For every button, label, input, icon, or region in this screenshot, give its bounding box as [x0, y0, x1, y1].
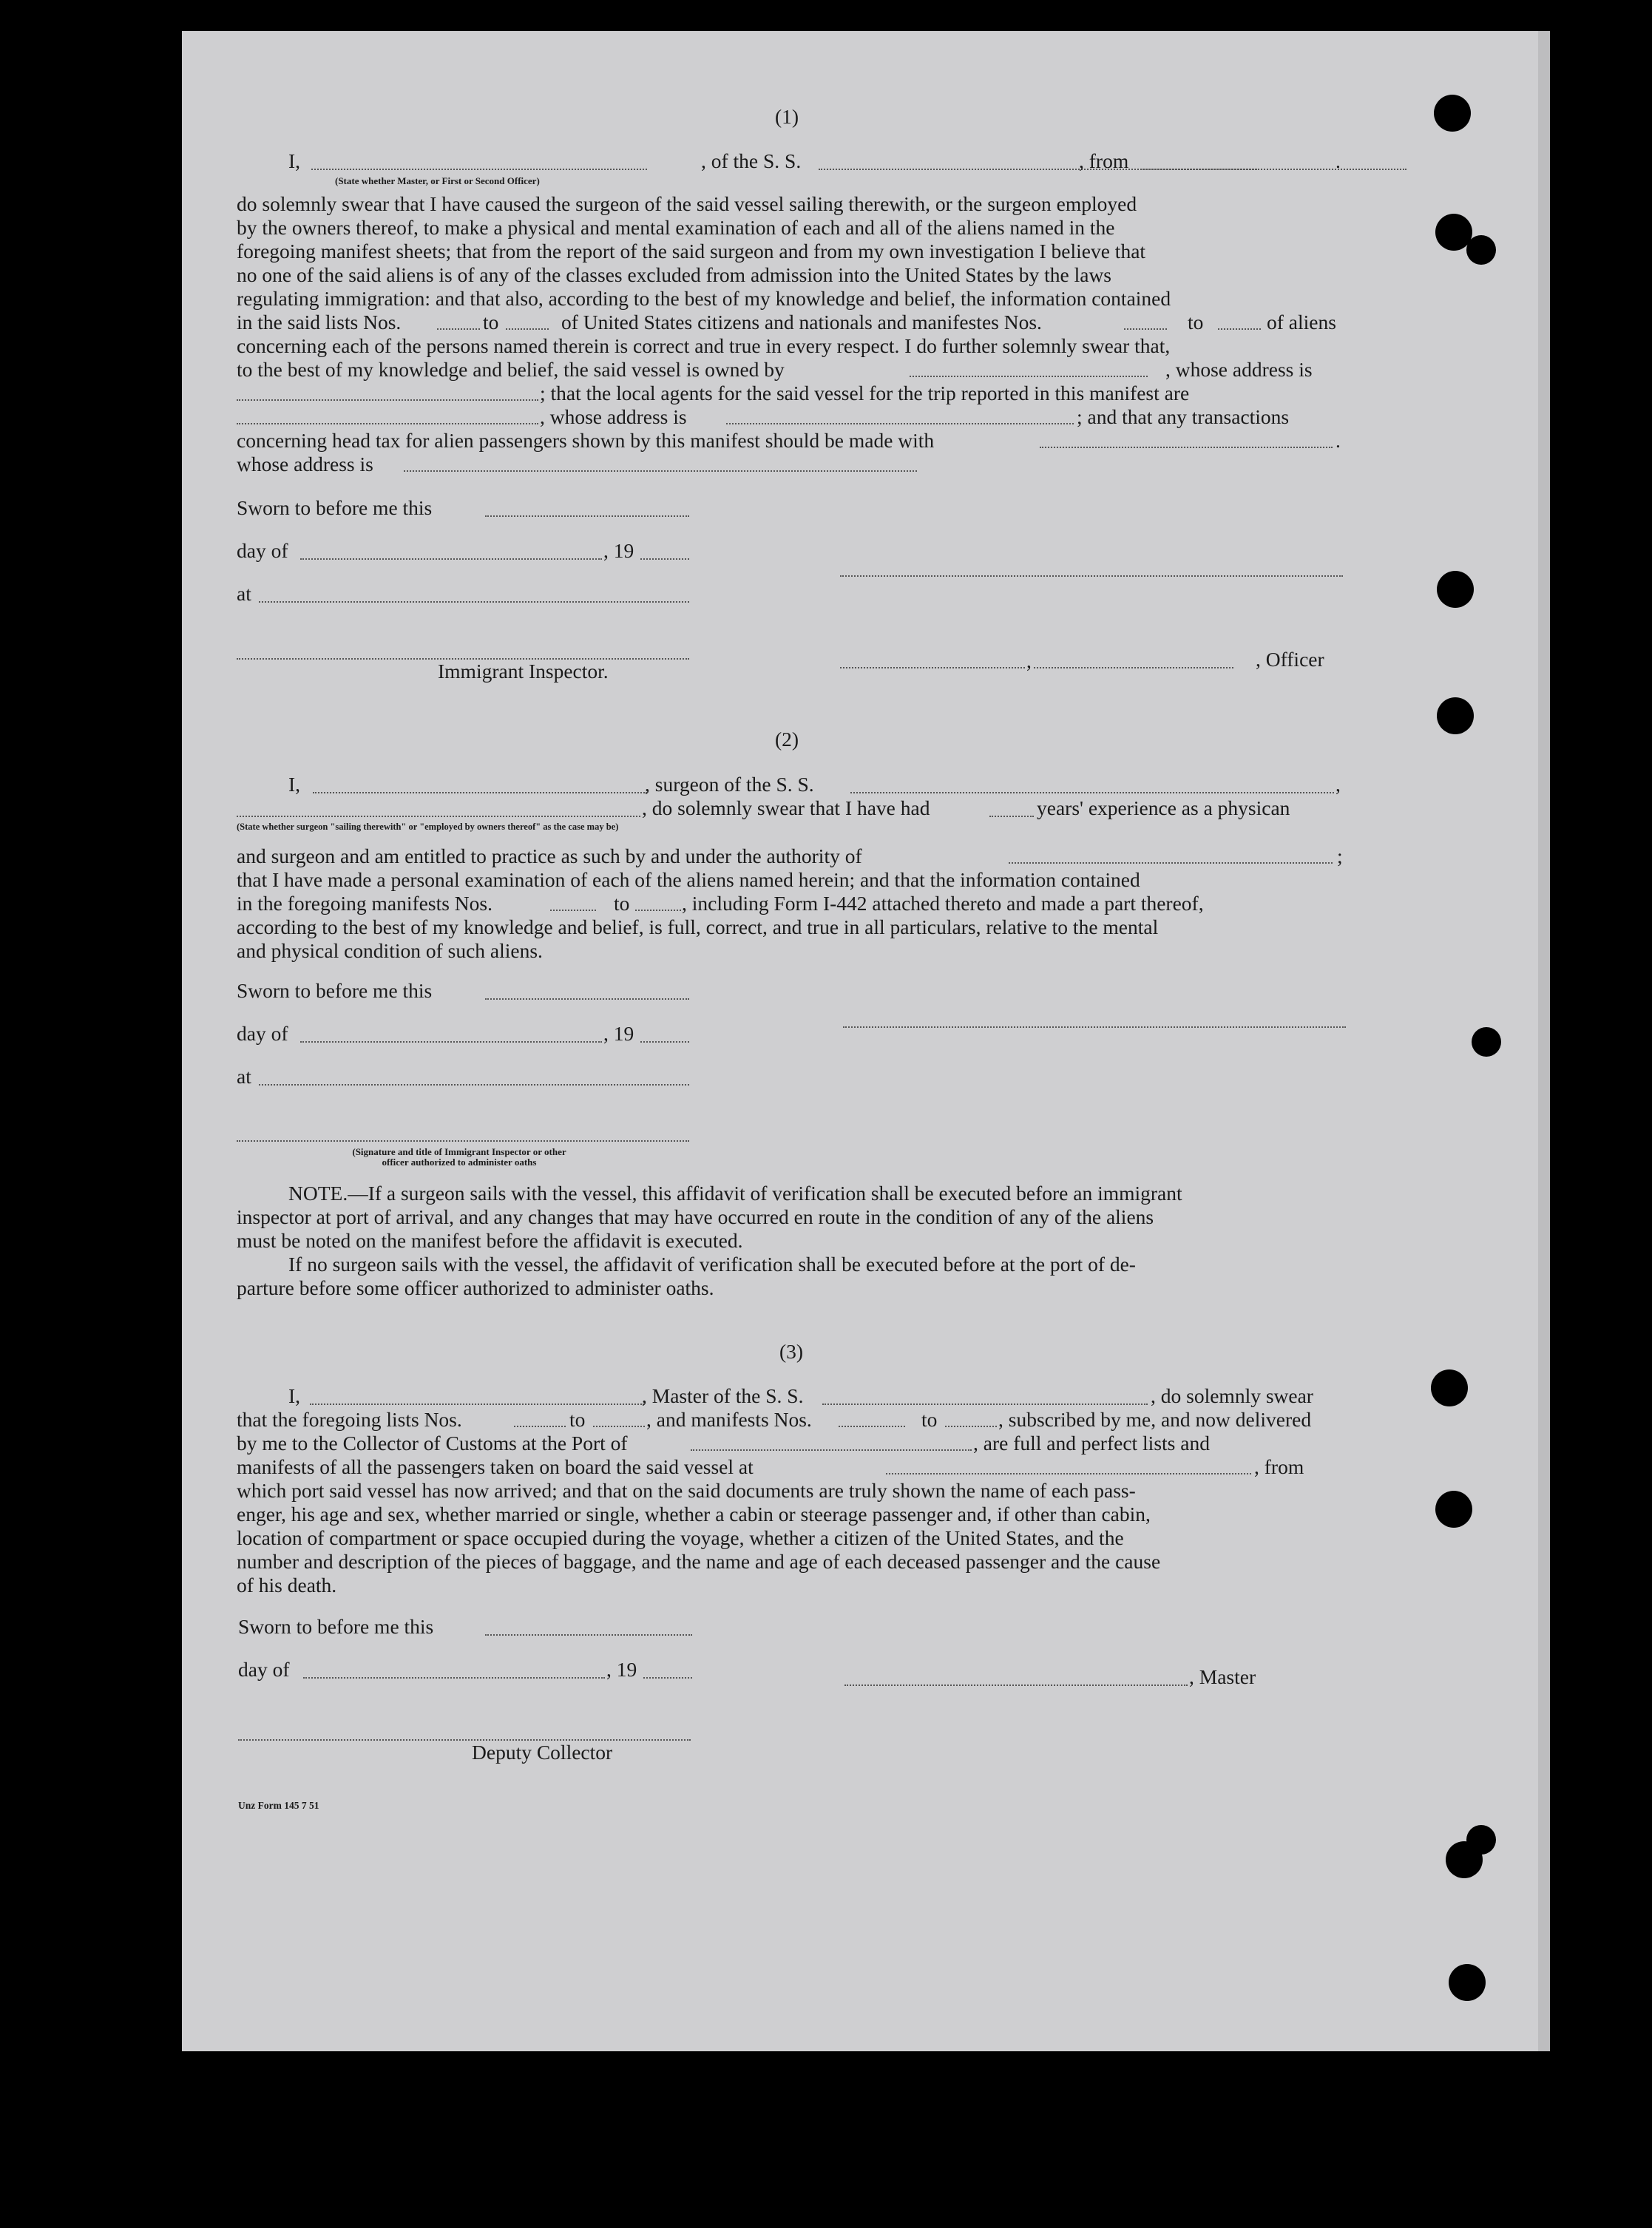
punch-hole [1435, 1491, 1472, 1528]
s1-year-label: , 19 [603, 539, 634, 562]
s2-year-field[interactable] [640, 1041, 689, 1043]
s1-sworn-field[interactable] [485, 515, 689, 517]
surgeon-name-field[interactable] [313, 792, 647, 793]
note-line-3: must be noted on the manifest before the affidavit is executed. [237, 1229, 743, 1252]
s3-list-from-field[interactable] [514, 1426, 566, 1427]
s2-para-4: that I have made a personal examination of each of the aliens named herein; and that the information contained [237, 868, 1140, 891]
s3-boarded-label: manifests of all the passengers taken on board the said vessel at [237, 1455, 754, 1478]
note-line-2: inspector at port of arrival, and any changes that may have occurred en route in the condition of any of the aliens [237, 1205, 1154, 1228]
s2-at-field[interactable] [259, 1084, 689, 1086]
s2-comma: , [1336, 773, 1341, 796]
s3-manifest-from-field[interactable] [839, 1426, 905, 1427]
s3-year-label: , 19 [606, 1658, 637, 1681]
local-agents-field[interactable] [237, 423, 538, 424]
s3-vessel-field[interactable] [822, 1403, 1148, 1405]
s2-signature-field[interactable] [843, 1026, 1346, 1028]
s2-note: (State whether surgeon "sailing therewith" or "employed by owners thereof" as the case may be) [237, 822, 619, 832]
s2-para-7: and physical condition of such aliens. [237, 939, 543, 962]
owner-address-field[interactable] [237, 399, 538, 401]
s2-to: to [614, 892, 630, 915]
s1-para-4: no one of the said aliens is of any of the classes excluded from admission into the United States by the laws [237, 263, 1112, 286]
punch-hole [1434, 95, 1471, 132]
punch-hole [1449, 1964, 1486, 2001]
port-from-field[interactable] [1140, 169, 1406, 170]
s3-para-3: location of compartment or space occupied during the voyage, whether a citizen of the United States, and the [237, 1526, 1124, 1549]
section-1-number: (1) [775, 105, 799, 128]
s2-day-field[interactable] [300, 1041, 602, 1043]
s2-manifests-label: in the foregoing manifests Nos. [237, 892, 492, 915]
owner-field[interactable] [910, 376, 1148, 377]
s2-swear-label: , do solemnly swear that I have had [642, 796, 930, 819]
s1-signature-field[interactable] [840, 575, 1343, 577]
s3-dayof-label: day of [238, 1658, 290, 1681]
s3-para-2: enger, his age and sex, whether married or single, whether a cabin or steerage passenger and, if other than cabin, [237, 1503, 1151, 1526]
punch-hole [1437, 697, 1474, 734]
punch-hole [1466, 235, 1496, 265]
note-line-1: NOTE.—If a surgeon sails with the vessel, this affidavit of verification shall be executed before an immigrant [288, 1182, 1182, 1205]
note-line-4: If no surgeon sails with the vessel, the affidavit of verification shall be executed before at the port of de- [288, 1253, 1136, 1276]
master-name-field[interactable] [310, 1403, 644, 1405]
headtax-address-field[interactable] [404, 470, 917, 472]
s1-agents-label: ; that the local agents for the said vessel for the trip reported in this manifest are [540, 382, 1190, 404]
section-3-number: (3) [779, 1340, 804, 1363]
s3-to: to [569, 1408, 586, 1431]
manifest-to-field[interactable] [1218, 328, 1261, 330]
s1-whose-address: whose address is [237, 453, 373, 475]
s1-dayof-label: day of [237, 539, 288, 562]
manifest-from-field[interactable] [1124, 328, 1167, 330]
form-number: Unz Form 145 7 51 [238, 1800, 319, 1811]
port-boarded-field[interactable] [886, 1473, 1251, 1474]
s2-manifest-from-field[interactable] [550, 910, 596, 911]
s3-port-label: by me to the Collector of Customs at the Port of [237, 1432, 628, 1455]
s1-comma: , [1026, 649, 1032, 672]
s1-para-5: regulating immigration: and that also, according to the best of my knowledge and belief, the information contained [237, 287, 1171, 310]
officer-title-field[interactable] [1034, 667, 1233, 668]
s2-sig-note-1: (Signature and title of Immigrant Inspector or other [352, 1146, 566, 1157]
s2-manifest-to-field[interactable] [635, 910, 681, 911]
s1-para-1: do solemnly swear that I have caused the surgeon of the said vessel sailing therewith, or the surgeon employed [237, 192, 1137, 215]
s2-para-6: according to the best of my knowledge and belief, is full, correct, and true in all particulars, relative to the mental [237, 915, 1159, 938]
punch-hole [1431, 1369, 1468, 1406]
s1-i: I, [288, 149, 301, 172]
s2-surgeon-label: , surgeon of the S. S. [645, 773, 814, 796]
s1-para-8: concerning each of the persons named therein is correct and true in every respect. I do further solemnly swear that, [237, 334, 1171, 357]
s2-year-label: , 19 [603, 1022, 634, 1045]
s1-period: . [1336, 149, 1341, 172]
s3-i: I, [288, 1384, 301, 1407]
s3-para-5: of his death. [237, 1574, 337, 1596]
section-2-number: (2) [775, 728, 799, 751]
s1-sworn-label: Sworn to before me this [237, 496, 433, 519]
s3-day-field[interactable] [303, 1677, 605, 1679]
s2-semicolon: ; [1337, 844, 1343, 867]
punch-hole [1437, 571, 1474, 608]
s3-manifest-to-field[interactable] [945, 1426, 997, 1427]
s3-master-sig-label: , Master [1189, 1665, 1256, 1688]
punch-hole [1472, 1027, 1501, 1057]
officer-name-field[interactable] [311, 169, 647, 170]
s3-lists-label: that the foregoing lists Nos. [237, 1408, 462, 1431]
note-line-5: parture before some officer authorized to administer oaths. [237, 1276, 714, 1299]
s3-swear-label: , do solemnly swear [1151, 1384, 1313, 1407]
deputy-collector-label: Deputy Collector [472, 1741, 613, 1764]
s1-to: to [483, 311, 499, 333]
s3-para-4: number and description of the pieces of baggage, and the name and age of each deceased passenger and the cause [237, 1550, 1161, 1573]
s1-owned-label: to the best of my knowledge and belief, the said vessel is owned by [237, 358, 785, 381]
s1-period-2: . [1336, 429, 1341, 452]
s3-para-1: which port said vessel has now arrived; and that on the said documents are truly shown the name of each pass- [237, 1479, 1136, 1502]
s3-year-field[interactable] [643, 1677, 692, 1679]
s2-form-label: , including Form I-442 attached thereto and made a part thereof, [682, 892, 1204, 915]
years-experience-field[interactable] [989, 816, 1034, 817]
s3-delivered-label: , subscribed by me, and now delivered [998, 1408, 1312, 1431]
s3-list-to-field[interactable] [593, 1426, 645, 1427]
s3-sworn-field[interactable] [485, 1634, 692, 1636]
s1-of-aliens: of aliens [1267, 311, 1336, 333]
s1-address-label: , whose address is [1165, 358, 1313, 381]
surgeon-status-field[interactable] [237, 816, 640, 817]
port-of-arrival-field[interactable] [691, 1449, 972, 1451]
s1-at-field[interactable] [259, 601, 689, 603]
list-from-field[interactable] [437, 328, 480, 330]
s1-para-3: foregoing manifest sheets; that from the report of the said surgeon and from my own investigation I believe that [237, 240, 1146, 263]
s1-to-2: to [1188, 311, 1204, 333]
s3-lists-full-label: , are full and perfect lists and [973, 1432, 1210, 1455]
s2-authority-label: and surgeon and am entitled to practice as such by and under the authority of [237, 844, 862, 867]
s3-from-label: , from [1254, 1455, 1304, 1478]
s3-manifests-label: , and manifests Nos. [646, 1408, 812, 1431]
s1-year-field[interactable] [640, 558, 689, 560]
s1-lists-label: in the said lists Nos. [237, 311, 402, 333]
s2-sig-note-2: officer authorized to administer oaths [382, 1157, 537, 1168]
s3-to-2: to [921, 1408, 938, 1431]
list-to-field[interactable] [506, 328, 549, 330]
punch-hole [1446, 1841, 1483, 1878]
s2-dayof-label: day of [237, 1022, 288, 1045]
s1-at-label: at [237, 582, 251, 605]
s1-para-2: by the owners thereof, to make a physical and mental examination of each and all of the aliens named in the [237, 216, 1115, 239]
officer-name-field-2[interactable] [840, 667, 1025, 668]
s3-master-label: , Master of the S. S. [642, 1384, 804, 1407]
s1-officer-label: , Officer [1256, 648, 1324, 671]
master-signature-field[interactable] [844, 1684, 1188, 1686]
s2-sworn-field[interactable] [485, 998, 689, 1000]
s1-manifests-label: of United States citizens and nationals and manifestes Nos. [561, 311, 1042, 333]
s2-inspector-signature-field[interactable] [237, 1140, 689, 1142]
s2-i: I, [288, 773, 301, 796]
s1-ss-label: , of the S. S. [701, 149, 802, 172]
agent-address-field[interactable] [726, 423, 1074, 424]
s2-years-label: years' experience as a physican [1037, 796, 1290, 819]
s1-from-label: , from [1079, 149, 1129, 172]
s1-note: (State whether Master, or First or Second Officer) [335, 175, 540, 186]
s1-transactions-label: ; and that any transactions [1077, 405, 1290, 428]
s1-inspector-label: Immigrant Inspector. [438, 660, 609, 683]
s3-sworn-label: Sworn to before me this [238, 1615, 434, 1638]
s2-vessel-field[interactable] [850, 792, 1334, 793]
authority-field[interactable] [1009, 862, 1333, 864]
s1-agent-address-label: , whose address is [540, 405, 687, 428]
form-page [182, 31, 1538, 2051]
s1-day-field[interactable] [300, 558, 602, 560]
s2-sworn-label: Sworn to before me this [237, 979, 433, 1002]
deputy-collector-signature-field[interactable] [238, 1739, 691, 1741]
s2-at-label: at [237, 1065, 251, 1088]
headtax-field[interactable] [1040, 447, 1333, 448]
s1-headtax-label: concerning head tax for alien passengers shown by this manifest should be made with [237, 429, 935, 452]
